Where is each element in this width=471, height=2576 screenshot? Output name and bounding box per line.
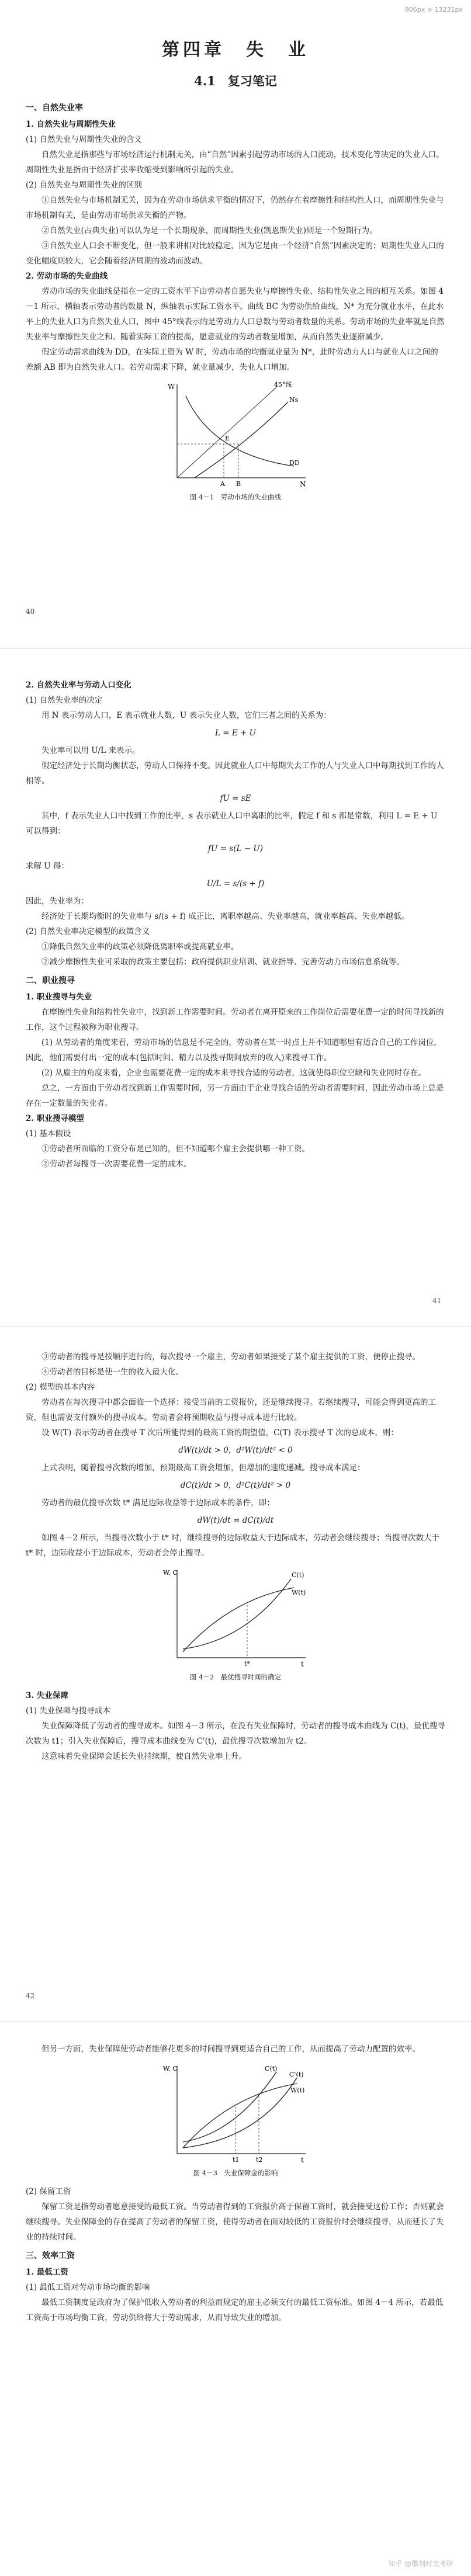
paragraph: 假定经济处于长期均衡状态，劳动人口保持不变。因此就业人口中每期失去工作的人与失业人口中每期找到工作的人相等。 xyxy=(26,761,444,786)
paragraph: 但另一方面，失业保障使劳动者能够花更多的时间搜寻到更适合自己的工作，从而提高了劳动力配置的效率。 xyxy=(41,2044,420,2054)
paragraph: 最低工资制度是政府为了保护低收入劳动者的利益而规定的雇主必须支付的最低工资标准。如图 4－4 所示，若最低工资高于市场均衡工资，劳动供给将大于劳动需求，从而导致失业的增加。 xyxy=(26,2298,444,2322)
formula: fU = s(L − U) xyxy=(208,844,263,853)
paragraph: 设 W(T) 表示劳动者在搜寻 T 次后所能得到的最高工资的期望值，C(T) 表示搜寻 T 次的总成本，则： xyxy=(41,1428,399,1438)
subheading: 2. 职业搜寻模型 xyxy=(26,1114,84,1123)
heading: 三、效率工资 xyxy=(26,2251,75,2261)
heading: 一、自然失业率 xyxy=(26,103,83,113)
label-wt: W(t) xyxy=(290,2087,305,2094)
heading: 二、职业搜寻 xyxy=(26,976,75,985)
paragraph: 其中，f 表示失业人口中找到工作的比率，s 表示就业人口中离职的比率，假定 f 和 s 都是常数，利用 L = E + U 可以得到： xyxy=(26,811,438,836)
figure-4-2 xyxy=(160,1564,311,1669)
page-number: 40 xyxy=(26,607,35,616)
label-t2: t2 xyxy=(256,2156,263,2164)
paragraph: ③劳动者的搜寻是按顺序进行的，每次搜寻一个雇主，劳动者如果接受了某个雇主提供的工资，便停止搜寻。 xyxy=(41,1352,420,1362)
paragraph: 劳动者在每次搜寻中都会面临一个选择：接受当前的工资报价，还是继续搜寻。若继续搜寻，可能会得到更高的工资，但也需要支付额外的搜寻成本。劳动者会将预期收益与搜寻成本进行比较。 xyxy=(26,1398,436,1422)
paragraph: ①自然失业与市场机制无关，因为在劳动市场供求平衡的情况下，仍然存在着摩擦性和结构性人口，而周期性失业与市场机制有关，是由劳动市场供求失衡的产物。 xyxy=(26,196,444,220)
paragraph: 自然失业是指那些与市场经济运行机制无关，由“自然”因素引起劳动市场的人口流动，技术变化等决定的失业人口。周期性失业是指由于经济扩张率收缩受到影响所引起的失业。 xyxy=(26,150,444,175)
subheading: 1. 职业搜寻与失业 xyxy=(26,992,92,1002)
subheading: 3. 失业保障 xyxy=(26,1691,68,1700)
label-b: B xyxy=(236,480,241,488)
line-45 xyxy=(177,387,276,478)
figure-4-3 xyxy=(160,2060,311,2165)
page-divider xyxy=(0,1326,471,1327)
paragraph: (1) 从劳动者的角度来看，劳动市场的信息是不完全的，劳动者在某一时点上并不知道哪里有适合自己的工作岗位，因此，他们需要付出一定的成本(包括时间、精力以及搜寻期间放弃的收入)来搜寻工作。 xyxy=(26,1038,442,1063)
paragraph: (2) 自然失业率决定模型的政策含义 xyxy=(26,927,150,936)
paragraph: (1) 最低工资对劳动市场均衡的影响 xyxy=(26,2283,150,2292)
paragraph: (1) 自然失业率的决定 xyxy=(26,696,103,705)
curve-wt xyxy=(183,1588,294,1652)
label-wc: W, C xyxy=(163,1569,178,1577)
paragraph: (2) 自然失业与周期性失业的区别 xyxy=(26,180,142,190)
figure-caption: 图 4－1 劳动市场的失业曲线 xyxy=(189,493,282,501)
paragraph: (2) 模型的基本内容 xyxy=(26,1383,95,1392)
paragraph: 用 N 表示劳动人口，E 表示就业人数，U 表示失业人数，它们三者之间的关系为： xyxy=(41,711,331,720)
figure-caption: 图 4－3 失业保障金的影响 xyxy=(193,2169,278,2177)
subheading: 1. 自然失业与周期性失业 xyxy=(26,120,116,129)
label-c2: C'(t) xyxy=(289,2071,304,2078)
page-divider xyxy=(0,648,471,649)
paragraph: (1) 自然失业与周期性失业的含义 xyxy=(26,135,142,144)
paragraph: (2) 从雇主的角度来看，企业也需要花费一定的成本来寻找合适的劳动者，这就使得职位空缺和失业同时存在。 xyxy=(41,1068,426,1078)
label-ns: Ns xyxy=(289,396,299,404)
paragraph: 失业保障降低了劳动者的搜寻成本。如图 4－3 所示，在没有失业保障时，劳动者的搜寻成本曲线为 C(t)，最优搜寻次数为 t1；引入失业保障后，搜寻成本曲线变为 C'(t)，最优搜寻次数增加为 t2。 xyxy=(26,1721,445,1746)
watermark: 知乎 @雕刻时光考研 xyxy=(388,2560,453,2568)
paragraph: 如图 4－2 所示，当搜寻次数小于 t* 时，继续搜寻的边际收益大于边际成本，劳动者会继续搜寻；当搜寻次数大于 t* 时，边际收益小于边际成本，劳动者会停止搜寻。 xyxy=(26,1533,440,1558)
label-t: t xyxy=(301,1660,304,1668)
paragraph: 这意味着失业保障会延长失业持续期，使自然失业率上升。 xyxy=(41,1752,247,1761)
paragraph: 失业率可以用 U/L 来表示。 xyxy=(41,746,140,755)
label-a: A xyxy=(220,480,225,488)
page-4 xyxy=(26,2042,445,2325)
paragraph: (1) 基本假设 xyxy=(26,1129,71,1138)
paragraph: 经济处于长期均衡时的失业率与 s/(s + f) 成正比，离职率越高、失业率越高，就业率越高、失业率越低。 xyxy=(41,912,410,921)
subheading: 2. 劳动市场的失业曲线 xyxy=(26,272,108,281)
label-45: 45°线 xyxy=(274,381,292,388)
paragraph: 在摩擦性失业和结构性失业中，找到新工作需要时间。劳动者在离开原来的工作岗位后需要花费一定的时间寻找新的工作，这个过程被称为职业搜寻。 xyxy=(26,1008,444,1032)
subheading: 2. 自然失业率与劳动人口变化 xyxy=(26,681,131,690)
label-w: W xyxy=(168,383,175,391)
label-tstar: t* xyxy=(244,1660,250,1668)
figure-4-1 xyxy=(160,379,311,489)
dims-label: 806px × 13231px xyxy=(404,6,463,13)
paragraph: ①劳动者所面临的工资分布是已知的，但不知道哪个雇主会提供哪一种工资。 xyxy=(41,1144,310,1154)
page-1 xyxy=(26,35,445,508)
paragraph: ②减少摩擦性失业可采取的政策主要包括：政府提供职业培训、就业指导、完善劳动力市场信息系统等。 xyxy=(41,957,404,967)
label-t1: t1 xyxy=(233,2156,240,2164)
curve-dd xyxy=(186,396,294,466)
curve-ns xyxy=(195,402,288,478)
paragraph: 总之，一方面由于劳动者找到新工作需要时间，另一方面由于企业寻找合适的劳动者需要时间，因此劳动市场上总是存在一定数量的失业者。 xyxy=(26,1084,444,1108)
label-c1: C(t) xyxy=(265,2065,278,2072)
subheading: 1. 最低工资 xyxy=(26,2268,68,2277)
figure-caption: 图 4－2 最优搜寻时间的确定 xyxy=(189,1673,282,1681)
section-title: 4.1 复习笔记 xyxy=(194,74,277,88)
label-wt: W(t) xyxy=(292,1589,306,1596)
label-e: E xyxy=(225,435,230,442)
label-n: N xyxy=(300,480,306,488)
paragraph: ①降低自然失业率的政策必须降低离职率或提高就业率。 xyxy=(41,942,239,952)
paragraph: ③自然失业人口会不断变化，但一般来讲相对比较稳定，因为它是由一个经济“自然”因素决定的；周期性失业人口的变化幅度则较大，它会随着经济周期的波动而波动。 xyxy=(26,241,444,266)
paragraph: ②自然失业(古典失业)可以认为是一个长期现象，而周期性失业(凯恩斯失业)则是一个短期行为。 xyxy=(41,226,378,235)
paragraph: (1) 失业保障与搜寻成本 xyxy=(26,1706,110,1716)
paragraph: 劳动者的最优搜寻次数 t* 满足边际收益等于边际成本的条件，即： xyxy=(41,1498,275,1508)
page-number: 42 xyxy=(26,1992,35,2000)
curve-ct xyxy=(183,1579,291,1649)
formula: dW(t)/dt = dC(t)/dt xyxy=(197,1516,274,1525)
page-number: 41 xyxy=(432,1297,442,1305)
page-divider xyxy=(0,2021,471,2022)
formula: U/L = s/(s + f) xyxy=(206,879,265,888)
paragraph: 求解 U 得： xyxy=(26,862,69,871)
formula: fU = sE xyxy=(220,794,251,803)
paragraph: 保留工资是指劳动者愿意接受的最低工资。当劳动者得到的工资报价高于保留工资时，就会接受这份工作；否则就会继续搜寻。失业保障金的存在提高了劳动者的保留工资，使得劳动者在面对较低的工资报价时会继续搜寻，从而延长了失业的持续时间。 xyxy=(26,2202,444,2242)
chapter-title: 第四章 失 业 xyxy=(162,40,309,60)
paragraph: 因此，失业率为： xyxy=(26,897,89,906)
formula: dW(t)/dt > 0，d²W(t)/dt² < 0 xyxy=(178,1446,293,1455)
formula: dC(t)/dt > 0，d²C(t)/dt² > 0 xyxy=(180,1481,291,1490)
curve-c1 xyxy=(183,2072,276,2142)
label-dd: DD xyxy=(289,459,300,467)
page-2 xyxy=(26,678,445,1172)
paragraph: ④劳动者的目标是使一生的收入最大化。 xyxy=(41,1367,183,1377)
paragraph: ②劳动者每搜寻一次需要花费一定的成本。 xyxy=(41,1159,192,1169)
paragraph: 劳动市场的失业曲线是指在一定的工资水平下由劳动者自愿失业与摩擦性失业、结构性失业之间的相互关系。如图 4－1 所示，横轴表示劳动者的数量 N，纵轴表示实际工资水平。曲线 BC 为劳动供给曲线，N* 为充分就业水平，在此水平上的失业人口为自然失业人口，图中 45°线表示的是劳动力人口总数与劳动者数量的关系。劳动市场的失业率就是自然失业率与摩擦性失业之和。随着实际工资的提高，愿意就业的劳动者数量增加，从而自然失业逐渐减少。 xyxy=(26,287,445,342)
label-t: t xyxy=(301,2156,304,2164)
paragraph: (2) 保留工资 xyxy=(26,2187,71,2196)
paragraph: 假定劳动需求曲线为 DD，在实际工资为 W 时，劳动市场的均衡就业量为 N*，此时劳动力人口与就业人口之间的差额 AB 即为自然失业人口。若劳动需求下降，就业量减少，失业人口增加。 xyxy=(26,348,438,372)
paragraph: 上式表明，随着搜寻次数的增加，预期最高工资会增加，但增加的速度递减。搜寻成本满足： xyxy=(41,1463,365,1473)
formula: L = E + U xyxy=(215,728,256,738)
curve-wt xyxy=(183,2084,297,2148)
label-ct: C(t) xyxy=(292,1571,304,1579)
page-3 xyxy=(26,1349,445,1764)
label-wc: W, C xyxy=(163,2065,178,2072)
